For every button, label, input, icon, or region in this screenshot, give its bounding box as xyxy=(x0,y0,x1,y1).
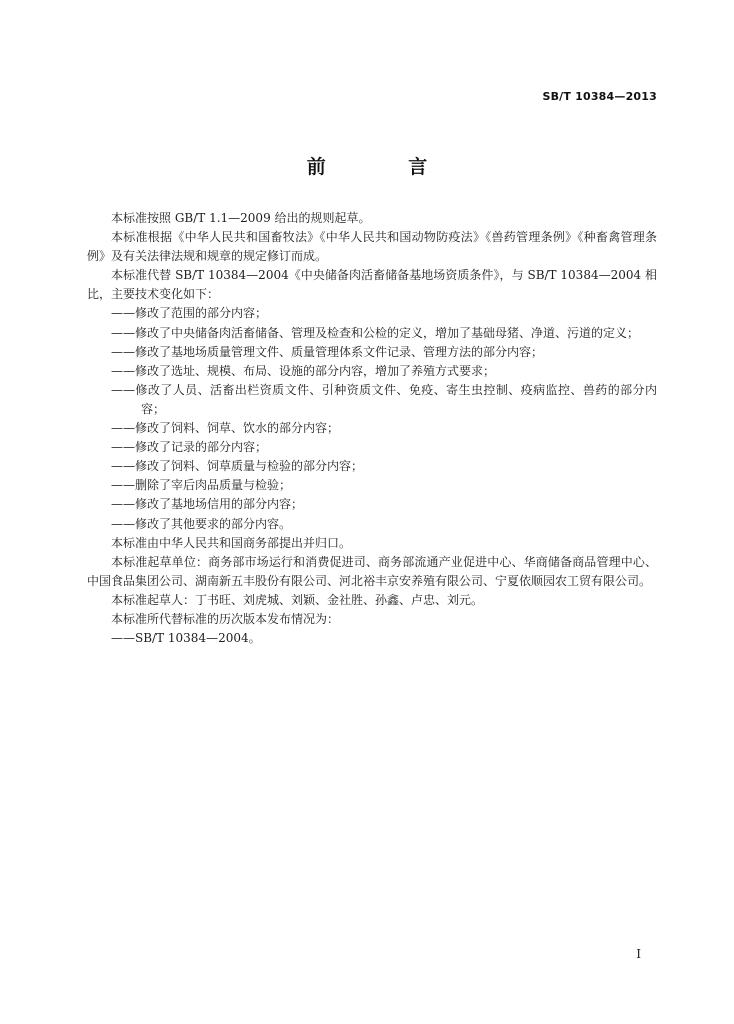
paragraph-history-intro: 本标准所代替标准的历次版本发布情况为： xyxy=(111,611,340,626)
change-item: ——修改了饲料、饲草、饮水的部分内容； xyxy=(111,421,340,436)
paragraph-legal-basis: 本标准根据《中华人民共和国畜牧法》《中华人民共和国动物防疫法》《兽药管理条例》《种畜禽管理条例》及有关法律法规和规章的规定修订而成。 xyxy=(87,230,657,264)
standard-code: SB/T 10384—2013 xyxy=(542,90,657,103)
paragraph-replacement: 本标准代替 SB/T 10384—2004《中央储备肉活畜储备基地场资质条件》，与 SB/T 10384—2004 相比，主要技术变化如下： xyxy=(87,268,657,302)
paragraph-drafting-rules: 本标准按照 GB/T 1.1—2009 给出的规则起草。 xyxy=(111,211,371,225)
change-item: ——修改了范围的部分内容； xyxy=(111,306,268,321)
change-item: ——修改了选址、规模、布局、设施的部分内容，增加了养殖方式要求； xyxy=(111,363,496,378)
change-item: ——修改了其他要求的部分内容。 xyxy=(111,516,292,531)
paragraph-drafting-units: 本标准起草单位：商务部市场运行和消费促进司、商务部流通产业促进中心、华商储备商品管理中心、中国食品集团公司、湖南新五丰股份有限公司、河北裕丰京安养殖有限公司、宁夏依顺园农工贸有限公司。 xyxy=(87,554,657,588)
change-item: ——修改了基地场质量管理文件、质量管理体系文件记录、管理方法的部分内容； xyxy=(111,344,544,359)
foreword-body xyxy=(87,209,657,648)
page-title: 前 言 xyxy=(306,156,466,178)
change-item: ——修改了基地场信用的部分内容； xyxy=(111,497,304,512)
change-item: ——修改了中央储备肉活畜储备、管理及检查和公检的定义，增加了基础母猪、净道、污道的定义； xyxy=(111,325,640,340)
page-number: I xyxy=(636,947,641,961)
change-item: ——删除了宰后肉品质量与检验； xyxy=(111,478,292,493)
change-item: ——修改了记录的部分内容； xyxy=(111,440,268,455)
change-item: ——修改了饲料、饲草质量与检验的部分内容； xyxy=(111,459,364,474)
change-item: ——修改了人员、活畜出栏资质文件、引种资质文件、免疫、寄生虫控制、疫病监控、兽药的部分内容； xyxy=(111,382,657,416)
paragraph-drafters: 本标准起草人：丁书旺、刘虎城、刘颖、金社胜、孙鑫、卢忠、刘元。 xyxy=(111,592,484,607)
history-item: ——SB/T 10384—2004。 xyxy=(111,631,261,646)
paragraph-proposer: 本标准由中华人民共和国商务部提出并归口。 xyxy=(111,535,352,550)
